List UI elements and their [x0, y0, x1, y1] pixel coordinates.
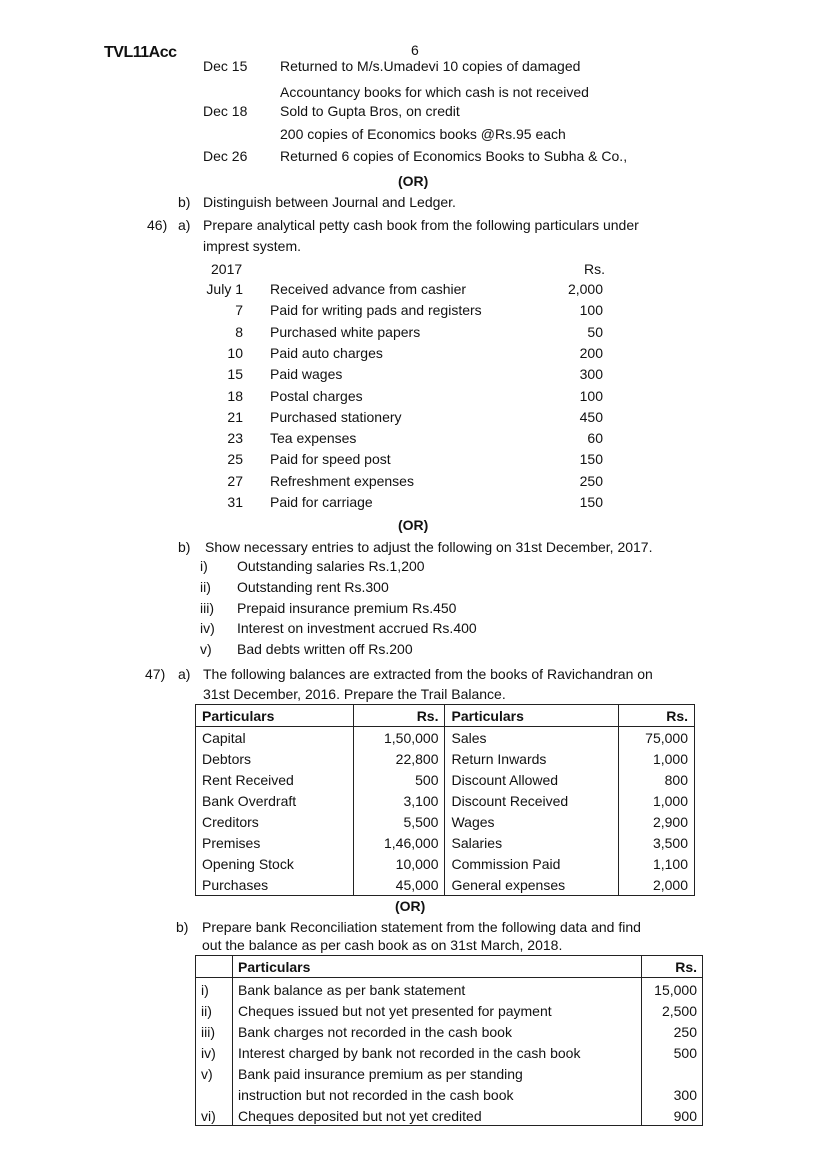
petty-cash-date: 18: [227, 387, 243, 404]
petty-cash-desc: Paid for speed post: [270, 451, 391, 468]
item-text: Bank balance as per bank statement: [238, 982, 466, 998]
petty-cash-date: July 1: [206, 281, 243, 297]
item-amount: 250: [642, 1020, 703, 1041]
question-text: out the balance as per cash book as on 31st March, 2018.: [202, 937, 563, 953]
petty-cash-amount: 200: [579, 344, 603, 361]
table-row: [196, 769, 695, 790]
item-number: iv): [200, 620, 215, 637]
entry-date: Dec 15: [203, 58, 248, 74]
question-part-label: b): [178, 194, 191, 210]
account-amount: 2,900: [652, 813, 688, 830]
item-number: i): [196, 978, 233, 1000]
petty-cash-desc: Paid for carriage: [270, 494, 373, 510]
item-number: ii): [200, 578, 211, 595]
account-name: Discount Received: [445, 790, 619, 811]
table-row: [196, 874, 695, 896]
table-row: [196, 832, 695, 853]
page-number: 6: [411, 42, 419, 58]
item-amount: 15,000: [642, 978, 703, 1000]
account-amount: 3,500: [652, 834, 688, 851]
item-text: Prepaid insurance premium Rs.450: [237, 599, 457, 616]
question-number: 46): [147, 217, 168, 233]
question-number: 47): [145, 666, 166, 682]
item-number: iv): [196, 1041, 233, 1062]
petty-cash-desc: Refreshment expenses: [270, 472, 414, 489]
petty-cash-date: 15: [227, 366, 243, 383]
item-text: Outstanding salaries Rs.1,200: [237, 558, 425, 574]
item-number: v): [196, 1062, 233, 1083]
petty-cash-row: [203, 302, 613, 323]
petty-cash-amount: 150: [579, 494, 603, 510]
petty-cash-desc: Paid wages: [270, 366, 343, 383]
question-text: imprest system.: [203, 238, 302, 254]
petty-cash-row: [203, 366, 613, 387]
item-number: iii): [200, 599, 214, 616]
account-amount: 500: [354, 769, 445, 790]
account-name: Opening Stock: [196, 853, 354, 874]
item-text: Bad debts written off Rs.200: [237, 641, 413, 658]
question-text: Prepare analytical petty cash book from the following particulars under: [203, 217, 639, 233]
account-amount: 3,100: [354, 790, 445, 811]
petty-cash-date: 25: [227, 451, 243, 468]
petty-cash-desc: Purchased stationery: [270, 408, 402, 425]
question-text: Show necessary entries to adjust the following on 31st December, 2017.: [205, 539, 653, 555]
table-row: [196, 1041, 703, 1062]
account-name: Rent Received: [196, 769, 354, 790]
bank-reconciliation-table: [195, 955, 703, 1126]
table-row: [196, 978, 703, 1000]
petty-cash-desc: Purchased white papers: [270, 323, 421, 340]
item-text: Cheques deposited but not yet credited: [238, 1108, 482, 1124]
column-header-blank: [196, 956, 233, 978]
petty-cash-date: 31: [227, 494, 243, 510]
account-amount: 1,100: [652, 855, 688, 872]
table-row: [196, 811, 695, 832]
petty-cash-desc: Postal charges: [270, 387, 363, 404]
entry-line: Accountancy books for which cash is not received: [280, 84, 589, 100]
account-amount: 22,800: [354, 748, 445, 769]
account-name: Purchases: [196, 874, 354, 896]
account-amount: 45,000: [354, 874, 445, 896]
item-text: Interest on investment accrued Rs.400: [237, 620, 477, 637]
petty-cash-desc: Paid for writing pads and registers: [270, 302, 482, 319]
column-header: Particulars: [233, 956, 642, 978]
question-part-label: a): [178, 666, 191, 682]
item-amount: 2,500: [642, 999, 703, 1020]
item-amount: 500: [642, 1041, 703, 1062]
trial-balance-table: [195, 704, 695, 896]
petty-cash-row: [203, 430, 613, 451]
account-name: Sales: [445, 727, 619, 749]
petty-cash-row: [203, 409, 613, 430]
petty-cash-desc: Tea expenses: [270, 430, 357, 447]
table-header-row: [196, 705, 695, 727]
petty-cash-row: [203, 281, 613, 302]
item-number: ii): [196, 999, 233, 1020]
account-name: Commission Paid: [445, 853, 619, 874]
item-text: Bank paid insurance premium as per standing: [238, 1066, 523, 1082]
petty-cash-amount: 450: [579, 408, 603, 425]
table-header-row: [196, 956, 703, 978]
petty-cash-desc: Paid auto charges: [270, 344, 383, 361]
account-amount: 10,000: [354, 853, 445, 874]
table-row: [196, 999, 703, 1020]
account-amount: 1,46,000: [354, 832, 445, 853]
account-name: Debtors: [196, 748, 354, 769]
question-part-label: b): [176, 919, 189, 935]
table-row: [196, 727, 695, 749]
account-name: Premises: [196, 832, 354, 853]
item-amount: [642, 1062, 703, 1083]
petty-cash-date: 10: [227, 344, 243, 361]
petty-cash-amount: 100: [579, 387, 603, 404]
item-amount: 900: [642, 1104, 703, 1126]
column-header: Rs.: [619, 705, 695, 727]
item-amount: 300: [642, 1083, 703, 1104]
account-amount: 2,000: [652, 876, 688, 893]
petty-cash-row: [203, 473, 613, 494]
entry-line: 200 copies of Economics books @Rs.95 each: [280, 126, 566, 142]
table-row: [196, 1104, 703, 1126]
petty-cash-amount: 300: [579, 366, 603, 383]
table-row: [196, 853, 695, 874]
entry-line: Returned 6 copies of Economics Books to Subha & Co.,: [280, 148, 628, 164]
question-part-label: a): [178, 217, 191, 233]
petty-cash-date: 21: [227, 408, 243, 425]
petty-cash-year: 2017: [211, 261, 243, 277]
petty-cash-row: [203, 388, 613, 409]
account-name: Creditors: [196, 811, 354, 832]
account-name: General expenses: [445, 874, 619, 896]
item-number: i): [200, 558, 208, 574]
item-text: Interest charged by bank not recorded in the cash book: [238, 1045, 581, 1061]
column-header: Rs.: [642, 956, 703, 978]
account-amount: 800: [664, 771, 688, 788]
entry-date: Dec 18: [203, 103, 248, 119]
petty-cash-amount: 60: [587, 430, 603, 447]
account-amount: 1,000: [652, 792, 688, 809]
petty-cash-amount: 100: [579, 302, 603, 319]
petty-cash-row: [203, 345, 613, 366]
column-header: Rs.: [354, 705, 445, 727]
item-number: [196, 1083, 233, 1104]
column-header: Particulars: [445, 705, 619, 727]
petty-cash-date: 23: [227, 430, 243, 447]
account-name: Return Inwards: [445, 748, 619, 769]
column-header: Particulars: [196, 705, 354, 727]
or-divider: (OR): [398, 517, 429, 533]
petty-cash-row: [203, 494, 613, 515]
item-number: iii): [196, 1020, 233, 1041]
question-text: Prepare bank Reconciliation statement from the following data and find: [202, 919, 641, 935]
account-amount: 1,000: [652, 750, 688, 767]
item-text: instruction but not recorded in the cash book: [238, 1087, 514, 1103]
table-row: [196, 1083, 703, 1104]
petty-cash-amount: 50: [587, 323, 603, 340]
item-text: Bank charges not recorded in the cash book: [238, 1024, 512, 1040]
account-name: Wages: [445, 811, 619, 832]
entry-line: Returned to M/s.Umadevi 10 copies of damaged: [280, 58, 581, 74]
account-name: Salaries: [445, 832, 619, 853]
item-text: Cheques issued but not yet presented for payment: [238, 1003, 552, 1019]
question-part-label: b): [178, 539, 191, 555]
document-code: TVL11Acc: [104, 44, 177, 61]
table-row: [196, 1020, 703, 1041]
table-row: [196, 1062, 703, 1083]
account-name: Bank Overdraft: [196, 790, 354, 811]
table-row: [196, 790, 695, 811]
account-name: Capital: [196, 727, 354, 749]
question-text: Distinguish between Journal and Ledger.: [203, 194, 456, 210]
item-number: v): [200, 641, 212, 658]
account-amount: 5,500: [354, 811, 445, 832]
petty-cash-date: 8: [235, 323, 243, 340]
account-amount: 75,000: [645, 729, 688, 746]
petty-cash-amount: 250: [579, 472, 603, 489]
petty-cash-desc: Received advance from cashier: [270, 281, 467, 297]
item-text: Outstanding rent Rs.300: [237, 578, 389, 595]
item-number: vi): [196, 1104, 233, 1126]
account-name: Discount Allowed: [445, 769, 619, 790]
petty-cash-amount: 2,000: [567, 281, 603, 297]
table-row: [196, 748, 695, 769]
petty-cash-date: 27: [227, 472, 243, 489]
entry-date: Dec 26: [203, 148, 248, 164]
petty-cash-amount: 150: [579, 451, 603, 468]
question-text: 31st December, 2016. Prepare the Trail Balance.: [203, 686, 506, 702]
petty-cash-currency: Rs.: [584, 261, 605, 277]
or-divider: (OR): [398, 173, 429, 189]
petty-cash-date: 7: [235, 302, 243, 319]
account-amount: 1,50,000: [354, 727, 445, 749]
petty-cash-row: [203, 451, 613, 472]
entry-line: Sold to Gupta Bros, on credit: [280, 103, 460, 119]
petty-cash-row: [203, 324, 613, 345]
or-divider: (OR): [395, 898, 426, 914]
question-text: The following balances are extracted from the books of Ravichandran on: [203, 666, 653, 682]
